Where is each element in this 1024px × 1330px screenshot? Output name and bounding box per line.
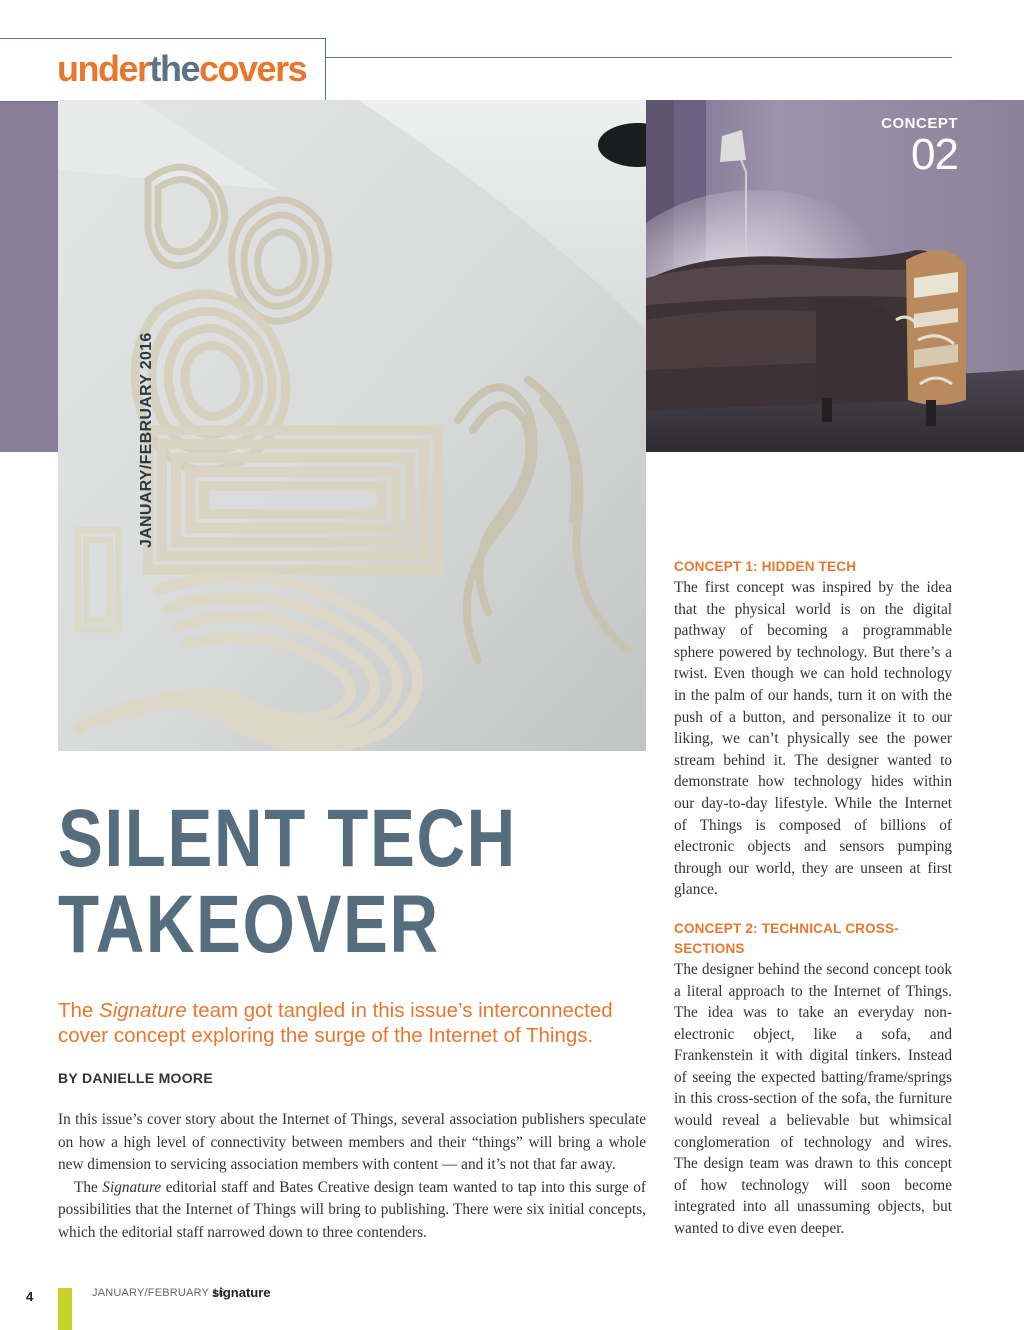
concept-2-body: The designer behind the second concept took a literal approach to the Internet of Things. The idea was to take an everyday non-electronic object, like a sofa, and Frankenstein it with digital tinkers. Instead of seeing the expected batting/frame/springs in this cross-section of the sofa, the furniture would reveal a believable but whimsical conglomeration of technology and wires. The design team was drawn to this concept of how technology will soon become integrated into all unassuming objects, but wanted to dive even deeper. bbox=[674, 960, 952, 1238]
article-headline bbox=[58, 793, 550, 970]
sofa-cross-section-photo bbox=[646, 100, 1024, 452]
article-body bbox=[58, 1109, 646, 1244]
footer-color-bar bbox=[58, 1288, 72, 1330]
footer-magazine-name: signature bbox=[212, 1285, 271, 1300]
para2-magazine-name: Signature bbox=[102, 1178, 162, 1196]
issue-date-vertical: JANUARY/FEBRUARY 2016 bbox=[138, 332, 155, 548]
footer-issue-date: JANUARY/FEBRUARY 16 bbox=[92, 1287, 225, 1299]
article-deck bbox=[58, 998, 658, 1048]
sidebar-column bbox=[674, 557, 952, 1258]
section-tag-under: under bbox=[57, 48, 150, 89]
deck-magazine-name: Signature bbox=[99, 999, 187, 1022]
concept-number: 02 bbox=[911, 130, 958, 179]
deck-text-start: The bbox=[58, 999, 100, 1022]
header-rule bbox=[325, 57, 952, 58]
concept-1-body: The first concept was inspired by the idea that the physical world is on the digital pathway of becoming a programmable sphere powered by technology. But there’s a twist. Even though we can hold technology in the palm of our hands, turn it on with the push of a button, and personalize it to our liking, we can’t physically see the power stream behind it. The designer wanted to demonstrate how technology hides within our day-to-day lifestyle. While the Internet of Things is composed of billions of electronic objects and sensors pumping through our world, they are unseen at first glance. bbox=[674, 579, 952, 899]
section-tag-the: the bbox=[149, 48, 200, 89]
concept-2-heading: CONCEPT 2: TECHNICAL CROSS-SECTIONS bbox=[674, 920, 899, 956]
section-tag bbox=[0, 38, 326, 102]
concept-label-text: CONCEPT bbox=[881, 115, 958, 132]
concept-1-heading: CONCEPT 1: HIDDEN TECH bbox=[674, 559, 857, 574]
para2-end: editorial staff and Bates Creative design team wanted to tap into this surge of possibilities that the Internet of Things will bring to publishing. There were six initial concepts, which the editorial staff narrowed down to three contenders. bbox=[58, 1178, 646, 1241]
body-paragraph-2 bbox=[58, 1177, 646, 1245]
concept-label bbox=[881, 115, 958, 178]
section-tag-covers: covers bbox=[199, 48, 307, 89]
byline: BY DANIELLE MOORE bbox=[58, 1070, 213, 1086]
deck-text-end: team got tangled in this issue’s interconnected cover concept exploring the surge of the Internet of Things. bbox=[58, 999, 613, 1047]
body-paragraph-1: In this issue’s cover story about the Internet of Things, several association publishers speculate on how a high level of connectivity between members and their “things” will bring a whole new dimension to servicing association members with content — and it’s not that far away. bbox=[58, 1111, 646, 1173]
page-number: 4 bbox=[26, 1289, 34, 1304]
headline-line-1: SILENT TECH bbox=[58, 793, 517, 884]
headline-line-2: TAKEOVER bbox=[58, 879, 440, 970]
para2-start: The bbox=[74, 1178, 103, 1196]
